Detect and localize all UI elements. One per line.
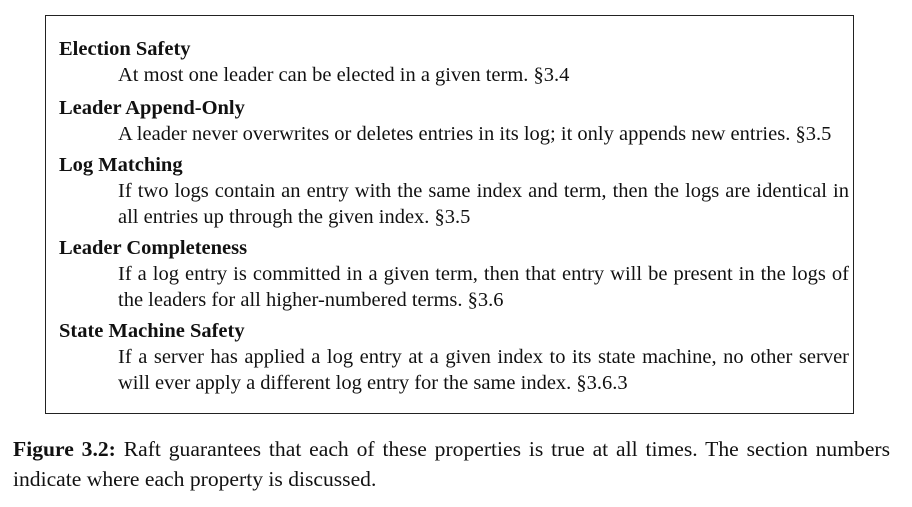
caption-text: Raft guarantees that each of these properties is true at all times. The section numbers indicate where each property is discussed. (13, 437, 890, 491)
caption-label: Figure 3.2: (13, 437, 116, 461)
property-description: At most one leader can be elected in a given term. §3.4 (118, 64, 570, 86)
property-election-safety (59, 36, 849, 88)
figure-box (45, 15, 854, 414)
property-leader-completeness (59, 235, 849, 313)
property-description: If two logs contain an entry with the same index and term, then the logs are identical in all entries up through the given index. §3.5 (118, 180, 849, 228)
property-state-machine-safety (59, 318, 849, 396)
property-description: If a server has applied a log entry at a given index to its state machine, no other server will ever apply a different log entry for the same index. §3.6.3 (118, 346, 849, 394)
property-log-matching (59, 152, 849, 230)
property-title: Leader Append-Only (59, 97, 245, 119)
property-description: If a log entry is committed in a given term, then that entry will be present in the logs of the leaders for all higher-numbered terms. §3.6 (118, 263, 849, 311)
property-description: A leader never overwrites or deletes entries in its log; it only appends new entries. §3.5 (118, 123, 832, 145)
property-title: State Machine Safety (59, 320, 245, 342)
property-title: Log Matching (59, 154, 183, 176)
property-leader-append-only (59, 95, 849, 147)
figure-caption (13, 434, 890, 494)
property-title: Leader Completeness (59, 237, 248, 259)
property-title: Election Safety (59, 38, 191, 60)
